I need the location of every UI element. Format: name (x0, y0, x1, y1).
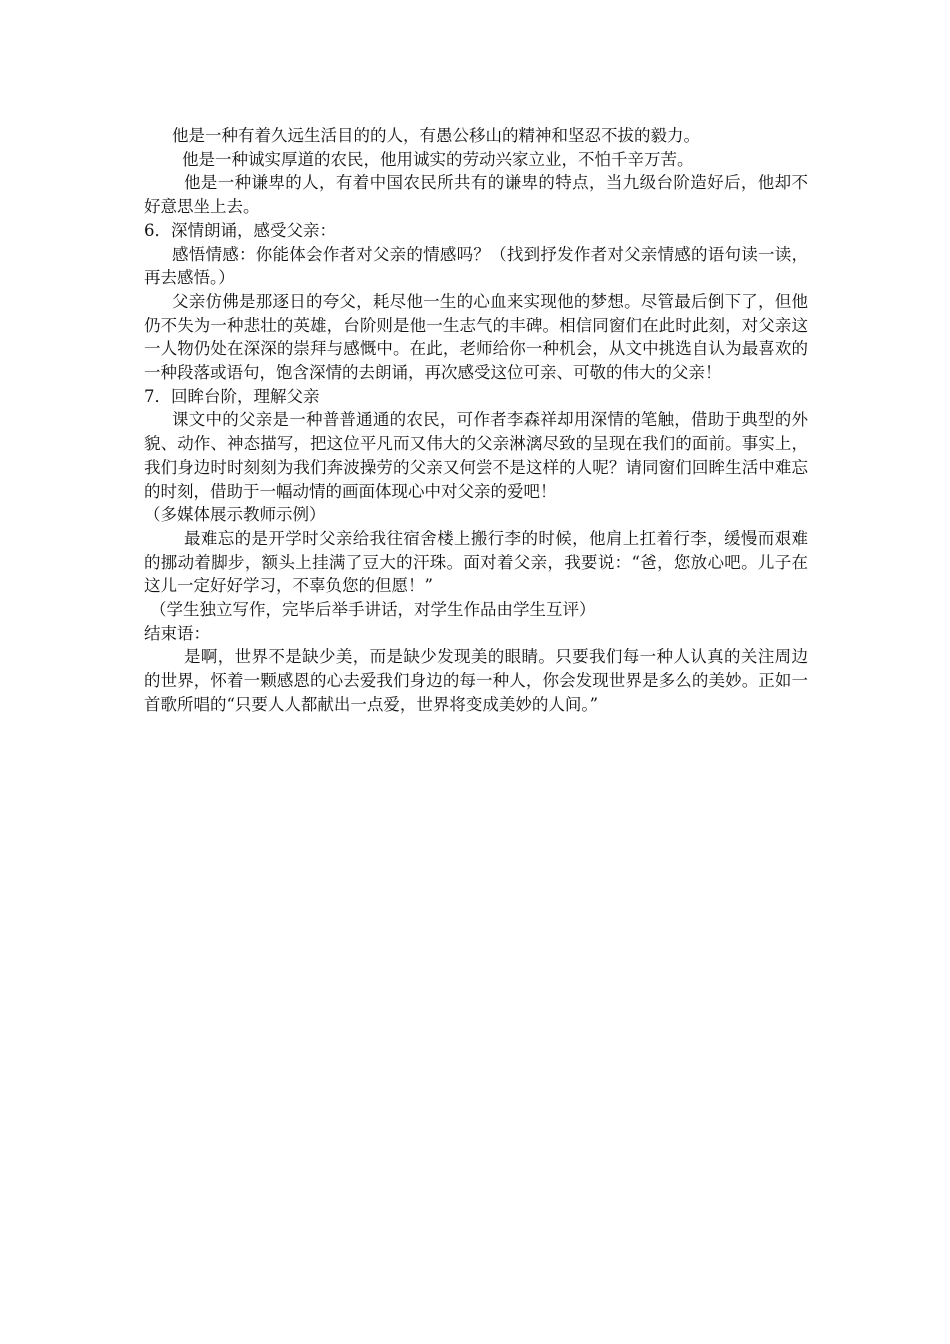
document-body (144, 124, 825, 717)
section-heading-6: 6．深情朗诵，感受父亲： (144, 220, 336, 240)
section-heading-7: 7．回眸台阶，理解父亲 (144, 386, 320, 406)
paragraph-perseverance: 他是一种有着久远生活目的的人，有愚公移山的精神和坚忍不拔的毅力。 (172, 126, 700, 145)
paragraph-honest-farmer: 他是一种诚实厚道的农民，他用诚实的劳动兴家立业，不怕千辛万苦。 (182, 149, 694, 169)
paragraph-ordinary-farmer: 课文中的父亲是一种普普通通的农民，可作者李森祥却用深情的笔触，借助于典型的外貌、动作、神态描写，把这位平凡而又伟大的父亲淋漓尽致的呈现在我们的面前。事实上，我们身边时时刻刻为我们奔波操劳的父亲又何尝不是这样的人呢？请同窗们回眸生活中难忘的时刻，借助于一幅动情的画面体现心中对父亲的爱吧！ (144, 410, 808, 501)
note-student-writing: （学生独立写作，完毕后举手讲话，对学生作品由学生互评） (150, 600, 596, 620)
paragraph-kuafu: 父亲仿佛是那逐日的夸父，耗尽他一生的心血来实现他的梦想。尽管最后倒下了，但他仍不失为一种悲壮的英雄，台阶则是他一生志气的丰碑。相信同窗们在此时此刻，对父亲这一人物仍处在深深的崇拜与感慨中。在此，老师给你一种机会，从文中挑选自认为最喜欢的一种段落或语句，饱含深情的去朗诵，再次感受这位可亲、可敬的伟大的父亲！ (144, 291, 808, 383)
paragraph-closing: 是啊，世界不是缺少美，而是缺少发现美的眼睛。只要我们每一种人认真的关注周边的世界，怀着一颗感恩的心去爱我们身边的每一种人，你会发现世界是多么的美妙。正如一首歌所唱的“只要人人都献出一点爱，世界将变成美妙的人间。” (144, 647, 808, 714)
closing-heading: 结束语： (144, 623, 210, 643)
note-multimedia-example: （多媒体展示教师示例） (144, 505, 326, 525)
paragraph-feel-emotion: 感悟情感：你能体会作者对父亲的情感吗？（找到抒发作者对父亲情感的语句读一读，再去感悟。） (144, 244, 808, 288)
paragraph-humble-man: 他是一种谦卑的人，有着中国农民所共有的谦卑的特点，当九级台阶造好后，他却不 好意思坐上去。 (144, 173, 825, 217)
paragraph-teacher-example: 最难忘的是开学时父亲给我往宿舍楼上搬行李的时候，他肩上扛着行李，缓慢而艰难的挪动着脚步，额头上挂满了豆大的汗珠。面对着父亲，我要说：“爸，您放心吧。儿子在这儿一定好好学习，不辜负您的但愿！” (144, 528, 808, 596)
